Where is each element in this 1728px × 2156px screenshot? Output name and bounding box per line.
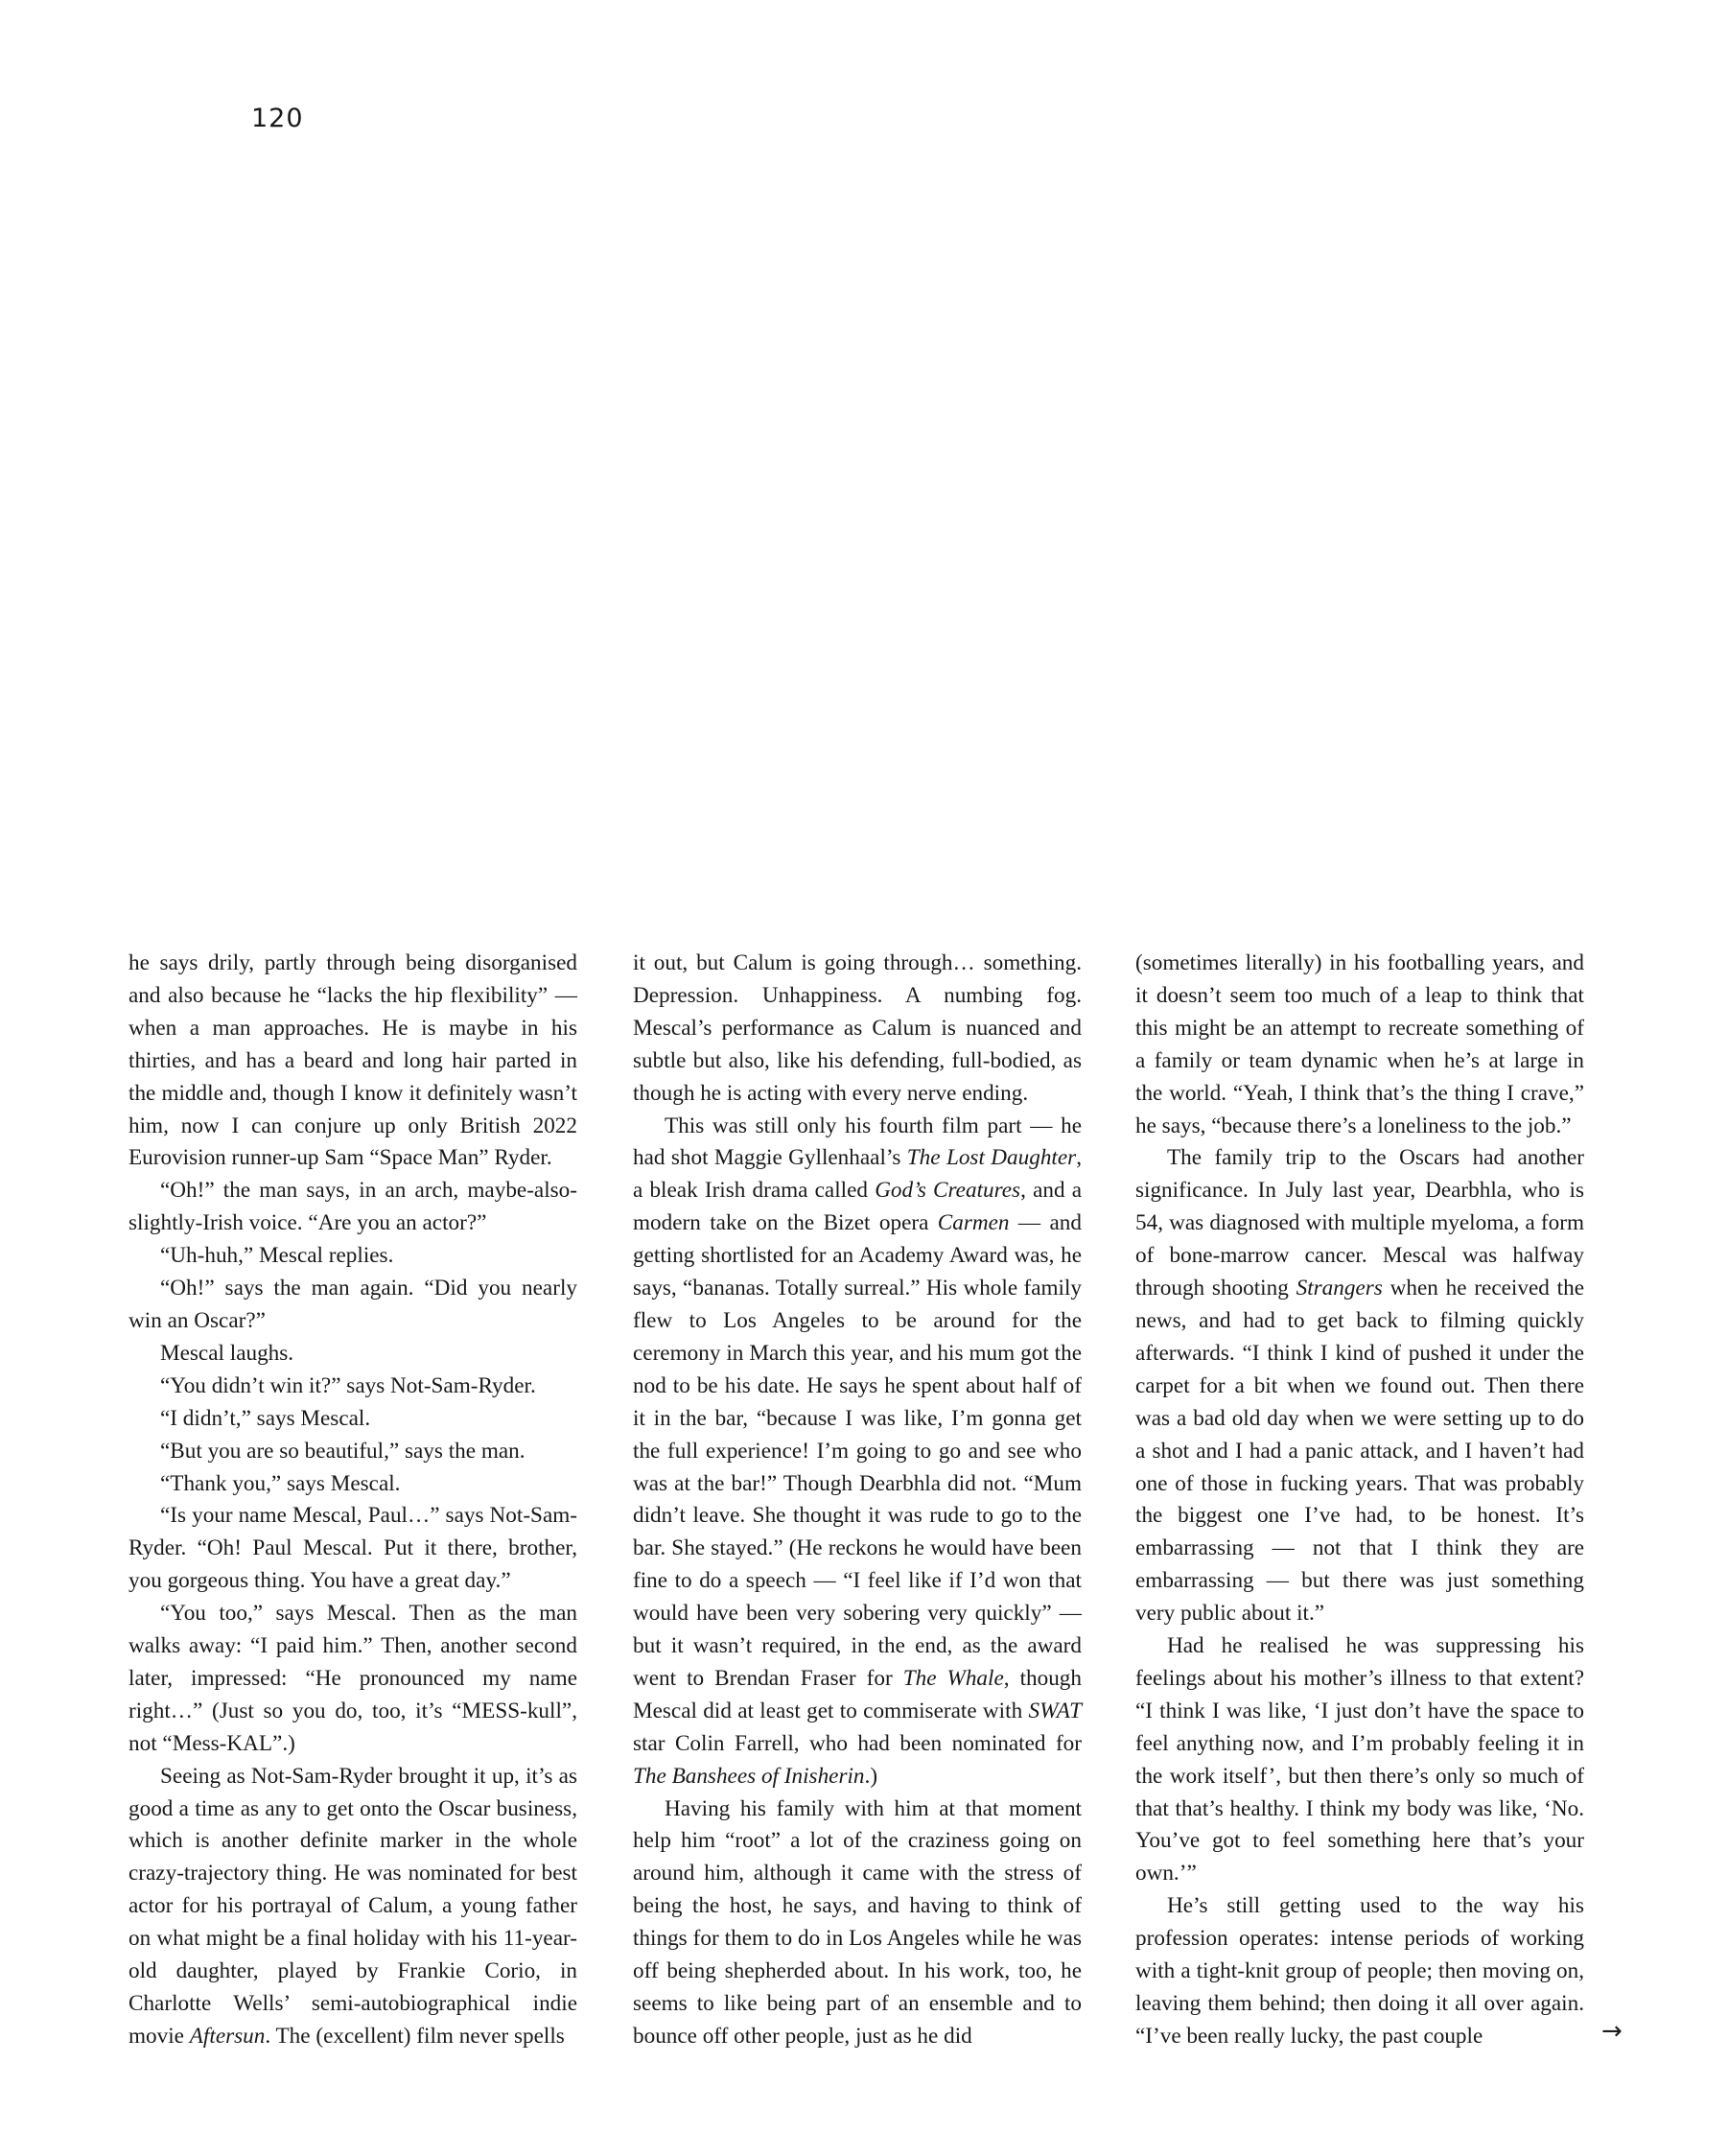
paragraph: He’s still getting used to the way his profession operates: intense periods of working with a tight-knit group of people; then moving on, leaving them behind; then doing it all over again. “I’ve been really lucky, the past couple <box>1135 1893 1584 2049</box>
film-title: The Whale <box>902 1665 1004 1691</box>
paragraph: it out, but Calum is going through… something. Depression. Unhappiness. A numbing fog. Mescal’s performance as Calum is nuanced and subtle but also, like his defending, full-bodied, as though he is acting with every nerve ending. <box>633 950 1082 1106</box>
film-title: Strangers <box>1296 1276 1383 1301</box>
paragraph: (sometimes literally) in his footballing years, and it doesn’t seem too much of a leap to think that this might be an attempt to recreate something of a family or team dynamic when he’s at large in the world. “Yeah, I think that’s the thing I crave,” he says, “because there’s a loneliness to the job.” <box>1135 950 1584 1138</box>
article-column-2 <box>633 948 1082 2053</box>
film-title: God’s Creatures <box>875 1178 1021 1204</box>
paragraph: Seeing as Not-Sam-Ryder brought it up, it’s as good a time as any to get onto the Oscar business, which is another definite marker in the whole crazy-trajectory thing. He was nominated for best actor for his portrayal of Calum, a young father on what might be a final holiday with his 11-year-old daughter, played by Frankie Corio, in Charlotte Wells’ semi-autobiographical indie movie Aftersun. The (excellent) film never spells <box>128 1763 577 2049</box>
paragraph: Had he realised he was suppressing his feelings about his mother’s illness to that extent? “I think I was like, ‘I just don’t have the space to feel anything now, and I’m probably feeling it in the work itself’, but then there’s only so much of that that’s healthy. I think my body was like, ‘No. You’ve got to feel something here that’s your own.’” <box>1135 1633 1584 1886</box>
paragraph: “But you are so beautiful,” says the man. <box>160 1438 525 1464</box>
film-title: The Lost Daughter <box>906 1145 1077 1171</box>
paragraph: Having his family with him at that moment help him “root” a lot of the craziness going on around him, although it came with the stress of being the host, he says, and having to think of things for them to do in Los Angeles while he was off being shepherded about. In his work, too, he seems to like being part of an ensemble and to bounce off other people, just as he did <box>633 1795 1082 2049</box>
paragraph: “Thank you,” says Mescal. <box>160 1470 401 1496</box>
paragraph: “You too,” says Mescal. Then as the man walks away: “I paid him.” Then, another second later, impressed: “He pronounced my name right…” (Just so you do, too, it’s “MESS-kull”, not “Mess-KAL”.) <box>128 1601 577 1756</box>
continue-arrow-icon: → <box>1601 2017 1623 2046</box>
article-column-3 <box>1135 948 1584 2053</box>
paragraph: “You didn’t win it?” says Not-Sam-Ryder. <box>160 1372 536 1398</box>
paragraph: Mescal laughs. <box>160 1340 294 1366</box>
paragraph: “I didn’t,” says Mescal. <box>160 1405 371 1431</box>
article-column-1 <box>128 948 577 2053</box>
page-number: 120 <box>251 104 304 133</box>
paragraph: “Uh-huh,” Mescal replies. <box>160 1243 394 1269</box>
paragraph: This was still only his fourth film part — he had shot Maggie Gyllenhaal’s The Lost Daughter, a bleak Irish drama called God’s Creatures, and a modern take on the Bizet opera Carmen — and getting shortlisted for an Academy Award was, he says, “bananas. Totally surreal.” His whole family flew to Los Angeles to be around for the ceremony in March this year, and his mum got the nod to be his date. He says he spent about half of it in the bar, “because I was like, I’m gonna get the full experience! I’m going to go and see who was at the bar!” Though Dearbhla did not. “Mum didn’t leave. She thought it was rude to go to the bar. She stayed.” (He reckons he would have been fine to do a speech — “I feel like if I’d won that would have been very sobering very quickly” — but it wasn’t required, in the end, as the award went to Brendan Fraser for The Whale, though Mescal did at least get to commiserate with SWAT star Colin Farrell, who had been nominated for The Banshees of Inisherin.) <box>633 1113 1083 1789</box>
paragraph: “Oh!” the man says, in an arch, maybe-also-slightly-Irish voice. “Are you an actor?” <box>128 1178 577 1236</box>
paragraph: he says drily, partly through being disorganised and also because he “lacks the hip flexibility” — when a man approaches. He is maybe in his thirties, and has a beard and long hair parted in the middle and, though I know it definitely wasn’t him, now I can conjure up only British 2022 Eurovision runner-up Sam “Space Man” Ryder. <box>128 950 577 1171</box>
paragraph: The family trip to the Oscars had another significance. In July last year, Dearbhla, who is 54, was diagnosed with multiple myeloma, a form of bone-marrow cancer. Mescal was halfway through shooting Strangers when he received the news, and had to get back to filming quickly afterwards. “I think I kind of pushed it under the carpet for a bit when we found out. Then there was a bad old day when we were setting up to do a shot and I had a panic attack, and I haven’t had one of those in fucking years. That was probably the biggest one I’ve had, to be honest. It’s embarrassing — not that I think they are embarrassing — but there was just something very public about it.” <box>1135 1145 1584 1627</box>
paragraph: “Is your name Mescal, Paul…” says Not-Sam-Ryder. “Oh! Paul Mescal. Put it there, brother, you gorgeous thing. You have a great day.” <box>128 1503 577 1594</box>
film-title: The Banshees of Inisherin <box>633 1763 865 1789</box>
film-title: Aftersun <box>189 2023 266 2049</box>
film-title: SWAT <box>1028 1698 1082 1723</box>
film-title: Carmen <box>937 1210 1010 1236</box>
paragraph: “Oh!” says the man again. “Did you nearly win an Oscar?” <box>128 1276 577 1333</box>
